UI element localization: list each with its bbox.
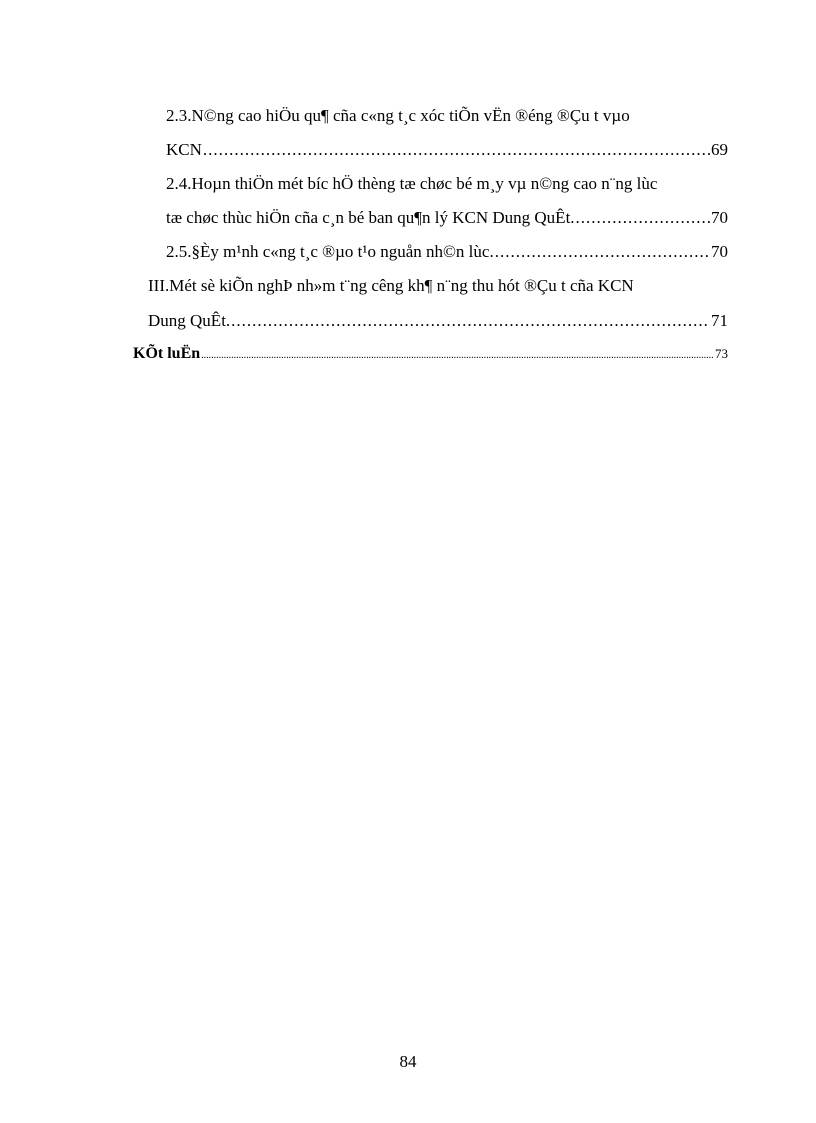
toc-entry-2-4-text: tæ chøc thùc hiÖn cña c¸n bé ban qu¶n lý KCN Dung QuÊt.: [166, 208, 575, 227]
toc-entry-2-5-text: 2.5.§Èy m¹nh c«ng t¸c ®µo t¹o nguån nh©n lùc.: [166, 242, 494, 261]
toc-entry-2-5-page: 70: [711, 242, 728, 261]
toc-entry-2-3-page: 69: [711, 140, 728, 159]
toc-entry-III-page: 71: [711, 311, 728, 330]
toc-entry-2-5: [166, 240, 728, 264]
dot-leader: [203, 138, 710, 162]
toc-entry-III-line-2: [148, 309, 728, 333]
dot-leader: [201, 344, 714, 368]
dot-leader: [231, 309, 710, 333]
toc-entry-2-4-line-2: [166, 206, 728, 230]
dot-leader: [576, 206, 710, 230]
toc-conclusion-label: KÕt luËn: [133, 345, 201, 362]
toc-entry-2-3-text: KCN: [166, 140, 202, 159]
toc-entry-2-4-page: 70: [711, 208, 728, 227]
dot-leader: [495, 240, 710, 264]
toc-entry-2-3-line-2: [166, 138, 728, 162]
toc-entry-III-line-1: III.Mét sè kiÕn nghÞ nh»m t¨ng cêng kh¶ n¨ng thu hót ®Çu t cña KCN: [148, 276, 634, 295]
toc-entry-III-text: Dung QuÊt.: [148, 311, 231, 330]
toc-entry-2-3-line-1: 2.3.N©ng cao hiÖu qu¶ cña c«ng t¸c xóc tiÕn vËn ®éng ®Çu t vµo: [166, 106, 630, 125]
toc-entry-conclusion: [133, 342, 728, 368]
toc-entry-2-4-line-1: 2.4.Hoµn thiÖn mét bíc hÖ thèng tæ chøc bé m¸y vµ n©ng cao n¨ng lùc: [166, 174, 658, 193]
page-number: 84: [399, 1052, 417, 1071]
toc-conclusion-page: 73: [715, 346, 728, 361]
